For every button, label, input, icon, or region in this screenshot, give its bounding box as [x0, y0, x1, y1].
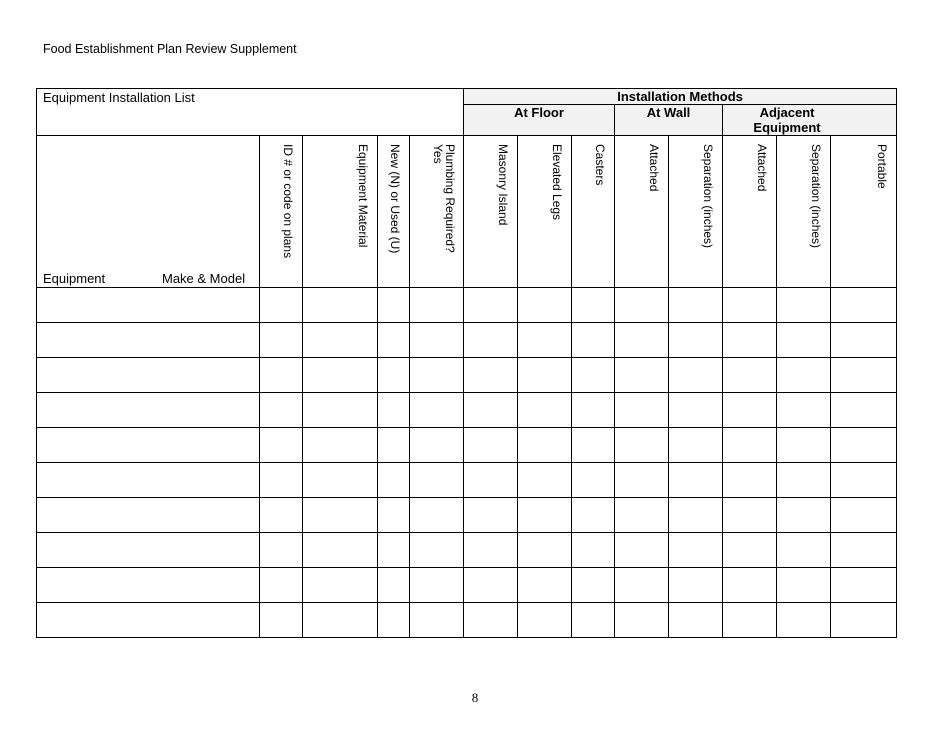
- table-cell[interactable]: [378, 568, 410, 603]
- table-cell[interactable]: [260, 323, 303, 358]
- table-cell[interactable]: [410, 428, 464, 463]
- table-cell[interactable]: [572, 428, 615, 463]
- equipment-material-header: Equipment Material: [303, 136, 378, 288]
- table-cell[interactable]: [777, 288, 831, 323]
- table-cell[interactable]: [572, 568, 615, 603]
- table-cell[interactable]: [464, 603, 518, 638]
- table-cell[interactable]: [378, 323, 410, 358]
- table-cell[interactable]: [723, 358, 777, 393]
- table-cell[interactable]: [615, 568, 669, 603]
- table-cell[interactable]: [518, 533, 572, 568]
- table-cell[interactable]: [260, 568, 303, 603]
- table-cell[interactable]: [831, 428, 897, 463]
- table-cell[interactable]: [615, 533, 669, 568]
- table-row: [37, 603, 897, 638]
- table-row: [37, 498, 897, 533]
- table-cell[interactable]: [723, 323, 777, 358]
- table-cell[interactable]: [723, 393, 777, 428]
- table-cell[interactable]: [669, 358, 723, 393]
- table-cell[interactable]: [410, 603, 464, 638]
- table-cell[interactable]: [37, 393, 260, 428]
- equipment-header-cell: [37, 136, 260, 288]
- adjacent-attached-header: Attached: [723, 136, 777, 288]
- table-cell[interactable]: [464, 498, 518, 533]
- id-code-header: ID # or code on plans: [260, 136, 303, 288]
- table-cell[interactable]: [303, 393, 378, 428]
- table-cell[interactable]: [669, 428, 723, 463]
- table-cell[interactable]: [410, 498, 464, 533]
- table-cell[interactable]: [831, 463, 897, 498]
- table-cell[interactable]: [464, 358, 518, 393]
- table-cell[interactable]: [777, 323, 831, 358]
- elevated-legs-header: Elevated Legs: [518, 136, 572, 288]
- table-cell[interactable]: [464, 568, 518, 603]
- table-cell[interactable]: [572, 288, 615, 323]
- table-cell[interactable]: [37, 428, 260, 463]
- table-row: [37, 568, 897, 603]
- table-cell[interactable]: [777, 498, 831, 533]
- table-cell[interactable]: [464, 463, 518, 498]
- table-cell[interactable]: [669, 498, 723, 533]
- table-cell[interactable]: [572, 323, 615, 358]
- table-cell[interactable]: [777, 568, 831, 603]
- portable-header: Portable: [831, 136, 897, 288]
- table-cell[interactable]: [410, 568, 464, 603]
- table-cell[interactable]: [669, 568, 723, 603]
- table-cell[interactable]: [260, 463, 303, 498]
- table-cell[interactable]: [518, 603, 572, 638]
- table-cell[interactable]: [669, 288, 723, 323]
- table-row: [37, 393, 897, 428]
- wall-attached-header: Attached: [615, 136, 669, 288]
- table-cell[interactable]: [777, 358, 831, 393]
- table-cell[interactable]: [518, 428, 572, 463]
- table-row: [37, 323, 897, 358]
- table-cell[interactable]: [723, 288, 777, 323]
- installation-methods-header: Installation Methods: [464, 89, 897, 105]
- wall-separation-header: Separation (inches): [669, 136, 723, 288]
- table-cell[interactable]: [260, 603, 303, 638]
- table-cell[interactable]: [378, 428, 410, 463]
- table-cell[interactable]: [831, 568, 897, 603]
- table-cell[interactable]: [615, 498, 669, 533]
- table-cell[interactable]: [37, 568, 260, 603]
- table-cell[interactable]: [378, 393, 410, 428]
- table-row: [37, 463, 897, 498]
- table-cell[interactable]: [464, 288, 518, 323]
- table-cell[interactable]: [37, 603, 260, 638]
- table-cell[interactable]: [777, 533, 831, 568]
- table-cell[interactable]: [260, 498, 303, 533]
- table-cell[interactable]: [615, 358, 669, 393]
- table-cell[interactable]: [669, 393, 723, 428]
- adjacent-separation-header: Separation (inches): [777, 136, 831, 288]
- table-cell[interactable]: [518, 358, 572, 393]
- table-cell[interactable]: [410, 463, 464, 498]
- table-cell[interactable]: [260, 393, 303, 428]
- table-cell[interactable]: [260, 288, 303, 323]
- table-cell[interactable]: [831, 533, 897, 568]
- table-cell[interactable]: [572, 358, 615, 393]
- table-cell[interactable]: [518, 498, 572, 533]
- table-cell[interactable]: [518, 568, 572, 603]
- table-title: Equipment Installation List: [37, 89, 464, 136]
- table-cell[interactable]: [572, 498, 615, 533]
- table-row: [37, 428, 897, 463]
- table-cell[interactable]: [518, 393, 572, 428]
- table-cell[interactable]: [777, 393, 831, 428]
- table-cell[interactable]: [37, 323, 260, 358]
- page-number: 8: [471, 690, 479, 705]
- table-cell[interactable]: [615, 463, 669, 498]
- table-cell[interactable]: [615, 323, 669, 358]
- table-cell[interactable]: [518, 288, 572, 323]
- table-cell[interactable]: [37, 288, 260, 323]
- table-cell[interactable]: [831, 603, 897, 638]
- table-cell[interactable]: [831, 358, 897, 393]
- plumbing-yes-label: Yes: [431, 144, 446, 164]
- table-cell[interactable]: [831, 498, 897, 533]
- equipment-column-label: Equipment: [43, 271, 106, 286]
- table-cell[interactable]: [410, 323, 464, 358]
- table-cell[interactable]: [303, 533, 378, 568]
- table-cell[interactable]: [378, 358, 410, 393]
- table-cell[interactable]: [777, 428, 831, 463]
- table-cell[interactable]: [378, 498, 410, 533]
- table-cell[interactable]: [723, 533, 777, 568]
- table-cell[interactable]: [303, 603, 378, 638]
- masonry-island-header: Masonry Island: [464, 136, 518, 288]
- table-cell[interactable]: [572, 533, 615, 568]
- table-cell[interactable]: [410, 288, 464, 323]
- table-cell[interactable]: [615, 603, 669, 638]
- table-row: [37, 288, 897, 323]
- table-cell[interactable]: [303, 428, 378, 463]
- table-cell[interactable]: [615, 288, 669, 323]
- table-cell[interactable]: [37, 498, 260, 533]
- column-header-row: [37, 136, 897, 288]
- table-cell[interactable]: [669, 533, 723, 568]
- table-cell[interactable]: [518, 323, 572, 358]
- make-model-column-label: Make & Model: [162, 271, 246, 286]
- document-header: Food Establishment Plan Review Supplement: [43, 42, 297, 56]
- table-cell[interactable]: [464, 323, 518, 358]
- table-cell[interactable]: [464, 533, 518, 568]
- table-cell[interactable]: [378, 288, 410, 323]
- table-cell[interactable]: [572, 393, 615, 428]
- table-cell[interactable]: [303, 358, 378, 393]
- casters-header: Casters: [572, 136, 615, 288]
- table-cell[interactable]: [37, 358, 260, 393]
- table-cell[interactable]: [378, 603, 410, 638]
- table-cell[interactable]: [378, 533, 410, 568]
- new-used-header: New (N) or Used (U): [378, 136, 410, 288]
- table-cell[interactable]: [723, 568, 777, 603]
- table-cell[interactable]: [831, 393, 897, 428]
- table-cell[interactable]: [723, 498, 777, 533]
- table-cell[interactable]: [37, 463, 260, 498]
- table-cell[interactable]: [410, 393, 464, 428]
- table-cell[interactable]: [669, 603, 723, 638]
- table-cell[interactable]: [615, 393, 669, 428]
- table-cell[interactable]: [723, 428, 777, 463]
- table-cell[interactable]: [723, 603, 777, 638]
- table-cell[interactable]: [464, 393, 518, 428]
- table-cell[interactable]: [303, 498, 378, 533]
- at-floor-header: At Floor: [464, 105, 615, 136]
- table-cell[interactable]: [260, 428, 303, 463]
- table-cell[interactable]: [303, 568, 378, 603]
- table-cell[interactable]: [378, 463, 410, 498]
- table-row: [37, 533, 897, 568]
- table-cell[interactable]: [777, 463, 831, 498]
- table-row: [37, 358, 897, 393]
- table-cell[interactable]: [410, 358, 464, 393]
- table-cell[interactable]: [410, 533, 464, 568]
- adjacent-equipment-header: Adjacent Equipment: [723, 105, 897, 136]
- table-cell[interactable]: [303, 288, 378, 323]
- table-body: [37, 288, 897, 638]
- table-cell[interactable]: [518, 463, 572, 498]
- table-cell[interactable]: [37, 533, 260, 568]
- plumbing-required-label: Plumbing Required?: [443, 144, 458, 253]
- table-cell[interactable]: [572, 603, 615, 638]
- table-cell[interactable]: [572, 463, 615, 498]
- table-cell[interactable]: [615, 428, 669, 463]
- table-cell[interactable]: [777, 603, 831, 638]
- table-cell[interactable]: [669, 323, 723, 358]
- table-cell[interactable]: [303, 323, 378, 358]
- table-cell[interactable]: [723, 463, 777, 498]
- table-cell[interactable]: [260, 358, 303, 393]
- equipment-installation-table: [36, 88, 897, 638]
- table-cell[interactable]: [260, 533, 303, 568]
- table-cell[interactable]: [464, 428, 518, 463]
- at-wall-header: At Wall: [615, 105, 723, 136]
- table-cell[interactable]: [303, 463, 378, 498]
- table-cell[interactable]: [669, 463, 723, 498]
- table-cell[interactable]: [831, 288, 897, 323]
- plumbing-required-header: [410, 136, 464, 288]
- table-cell[interactable]: [831, 323, 897, 358]
